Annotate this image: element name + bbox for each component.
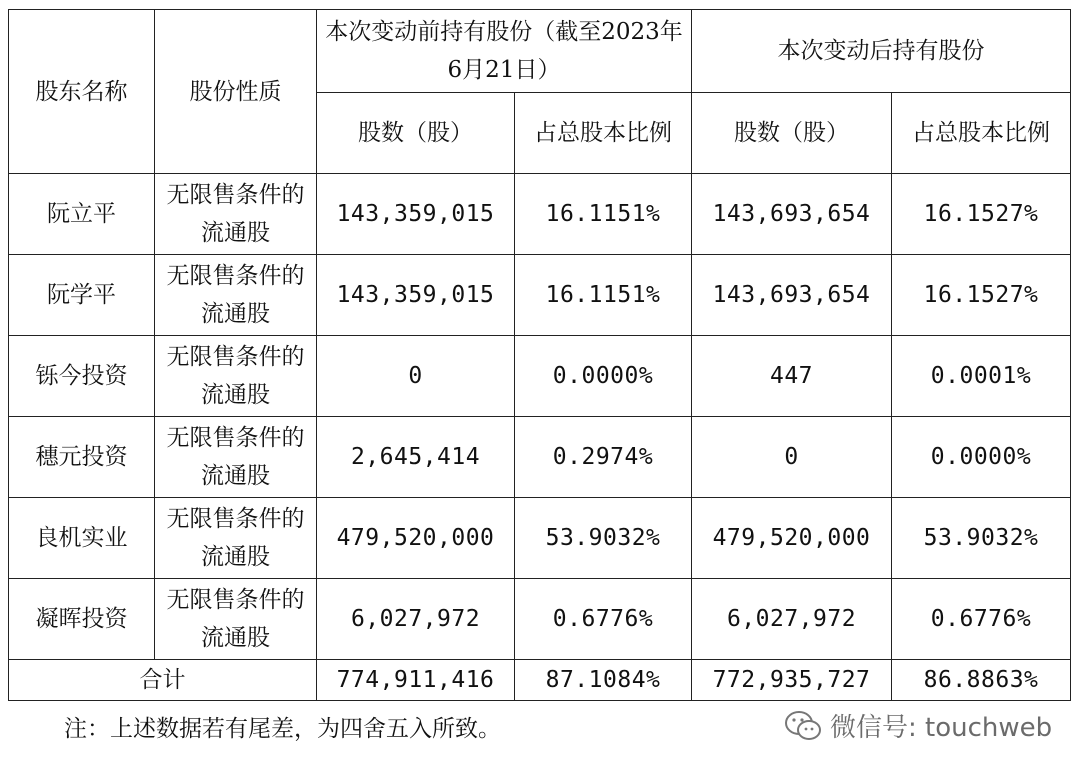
header-shares-before: 股数（股） [317,93,515,174]
row-shares-after: 0 [692,417,892,498]
watermark [784,707,1052,744]
table-body [9,174,1071,660]
row-ratio-after: 0.0001% [892,336,1071,417]
total-shares-before: 774,911,416 [317,660,515,701]
row-nature: 无限售条件的流通股 [155,255,317,336]
row-ratio-before: 53.9032% [515,498,692,579]
row-ratio-before: 16.1151% [515,255,692,336]
row-nature: 无限售条件的流通股 [155,579,317,660]
header-ratio-after: 占总股本比例 [892,93,1071,174]
row-nature: 无限售条件的流通股 [155,174,317,255]
row-nature: 无限售条件的流通股 [155,336,317,417]
watermark-text: 微信号: touchweb [830,713,1053,743]
table-row [9,498,1071,579]
row-ratio-after: 53.9032% [892,498,1071,579]
row-shares-before: 6,027,972 [317,579,515,660]
shareholding-table [8,9,1071,701]
total-ratio-before: 87.1084% [515,660,692,701]
row-shares-before: 479,520,000 [317,498,515,579]
row-shares-after: 143,693,654 [692,174,892,255]
total-label: 合计 [9,660,317,701]
row-ratio-before: 0.2974% [515,417,692,498]
row-shares-after: 479,520,000 [692,498,892,579]
table-row [9,255,1071,336]
row-ratio-after: 0.6776% [892,579,1071,660]
row-shares-before: 143,359,015 [317,255,515,336]
header-shareholder: 股东名称 [9,10,155,174]
row-name: 凝晖投资 [9,579,155,660]
header-after-group: 本次变动后持有股份 [692,10,1071,93]
table-row [9,174,1071,255]
row-nature: 无限售条件的流通股 [155,417,317,498]
row-name: 铄今投资 [9,336,155,417]
row-shares-after: 143,693,654 [692,255,892,336]
table-row [9,336,1071,417]
row-shares-before: 0 [317,336,515,417]
header-nature: 股份性质 [155,10,317,174]
row-shares-before: 143,359,015 [317,174,515,255]
row-name: 穗元投资 [9,417,155,498]
row-shares-after: 6,027,972 [692,579,892,660]
row-ratio-after: 16.1527% [892,255,1071,336]
row-name: 阮学平 [9,255,155,336]
row-ratio-after: 16.1527% [892,174,1071,255]
header-ratio-before: 占总股本比例 [515,93,692,174]
total-row [9,660,1071,701]
total-shares-after: 772,935,727 [692,660,892,701]
header-before-group: 本次变动前持有股份（截至2023年6月21日） [317,10,692,93]
footnote: 注：上述数据若有尾差，为四舍五入所致。 [64,716,501,742]
row-name: 阮立平 [9,174,155,255]
total-ratio-after: 86.8863% [892,660,1071,701]
row-ratio-before: 0.6776% [515,579,692,660]
wechat-icon [784,709,822,743]
row-ratio-before: 16.1151% [515,174,692,255]
table-row [9,579,1071,660]
row-nature: 无限售条件的流通股 [155,498,317,579]
table-row [9,417,1071,498]
row-name: 良机实业 [9,498,155,579]
row-shares-after: 447 [692,336,892,417]
header-shares-after: 股数（股） [692,93,892,174]
row-shares-before: 2,645,414 [317,417,515,498]
row-ratio-after: 0.0000% [892,417,1071,498]
row-ratio-before: 0.0000% [515,336,692,417]
